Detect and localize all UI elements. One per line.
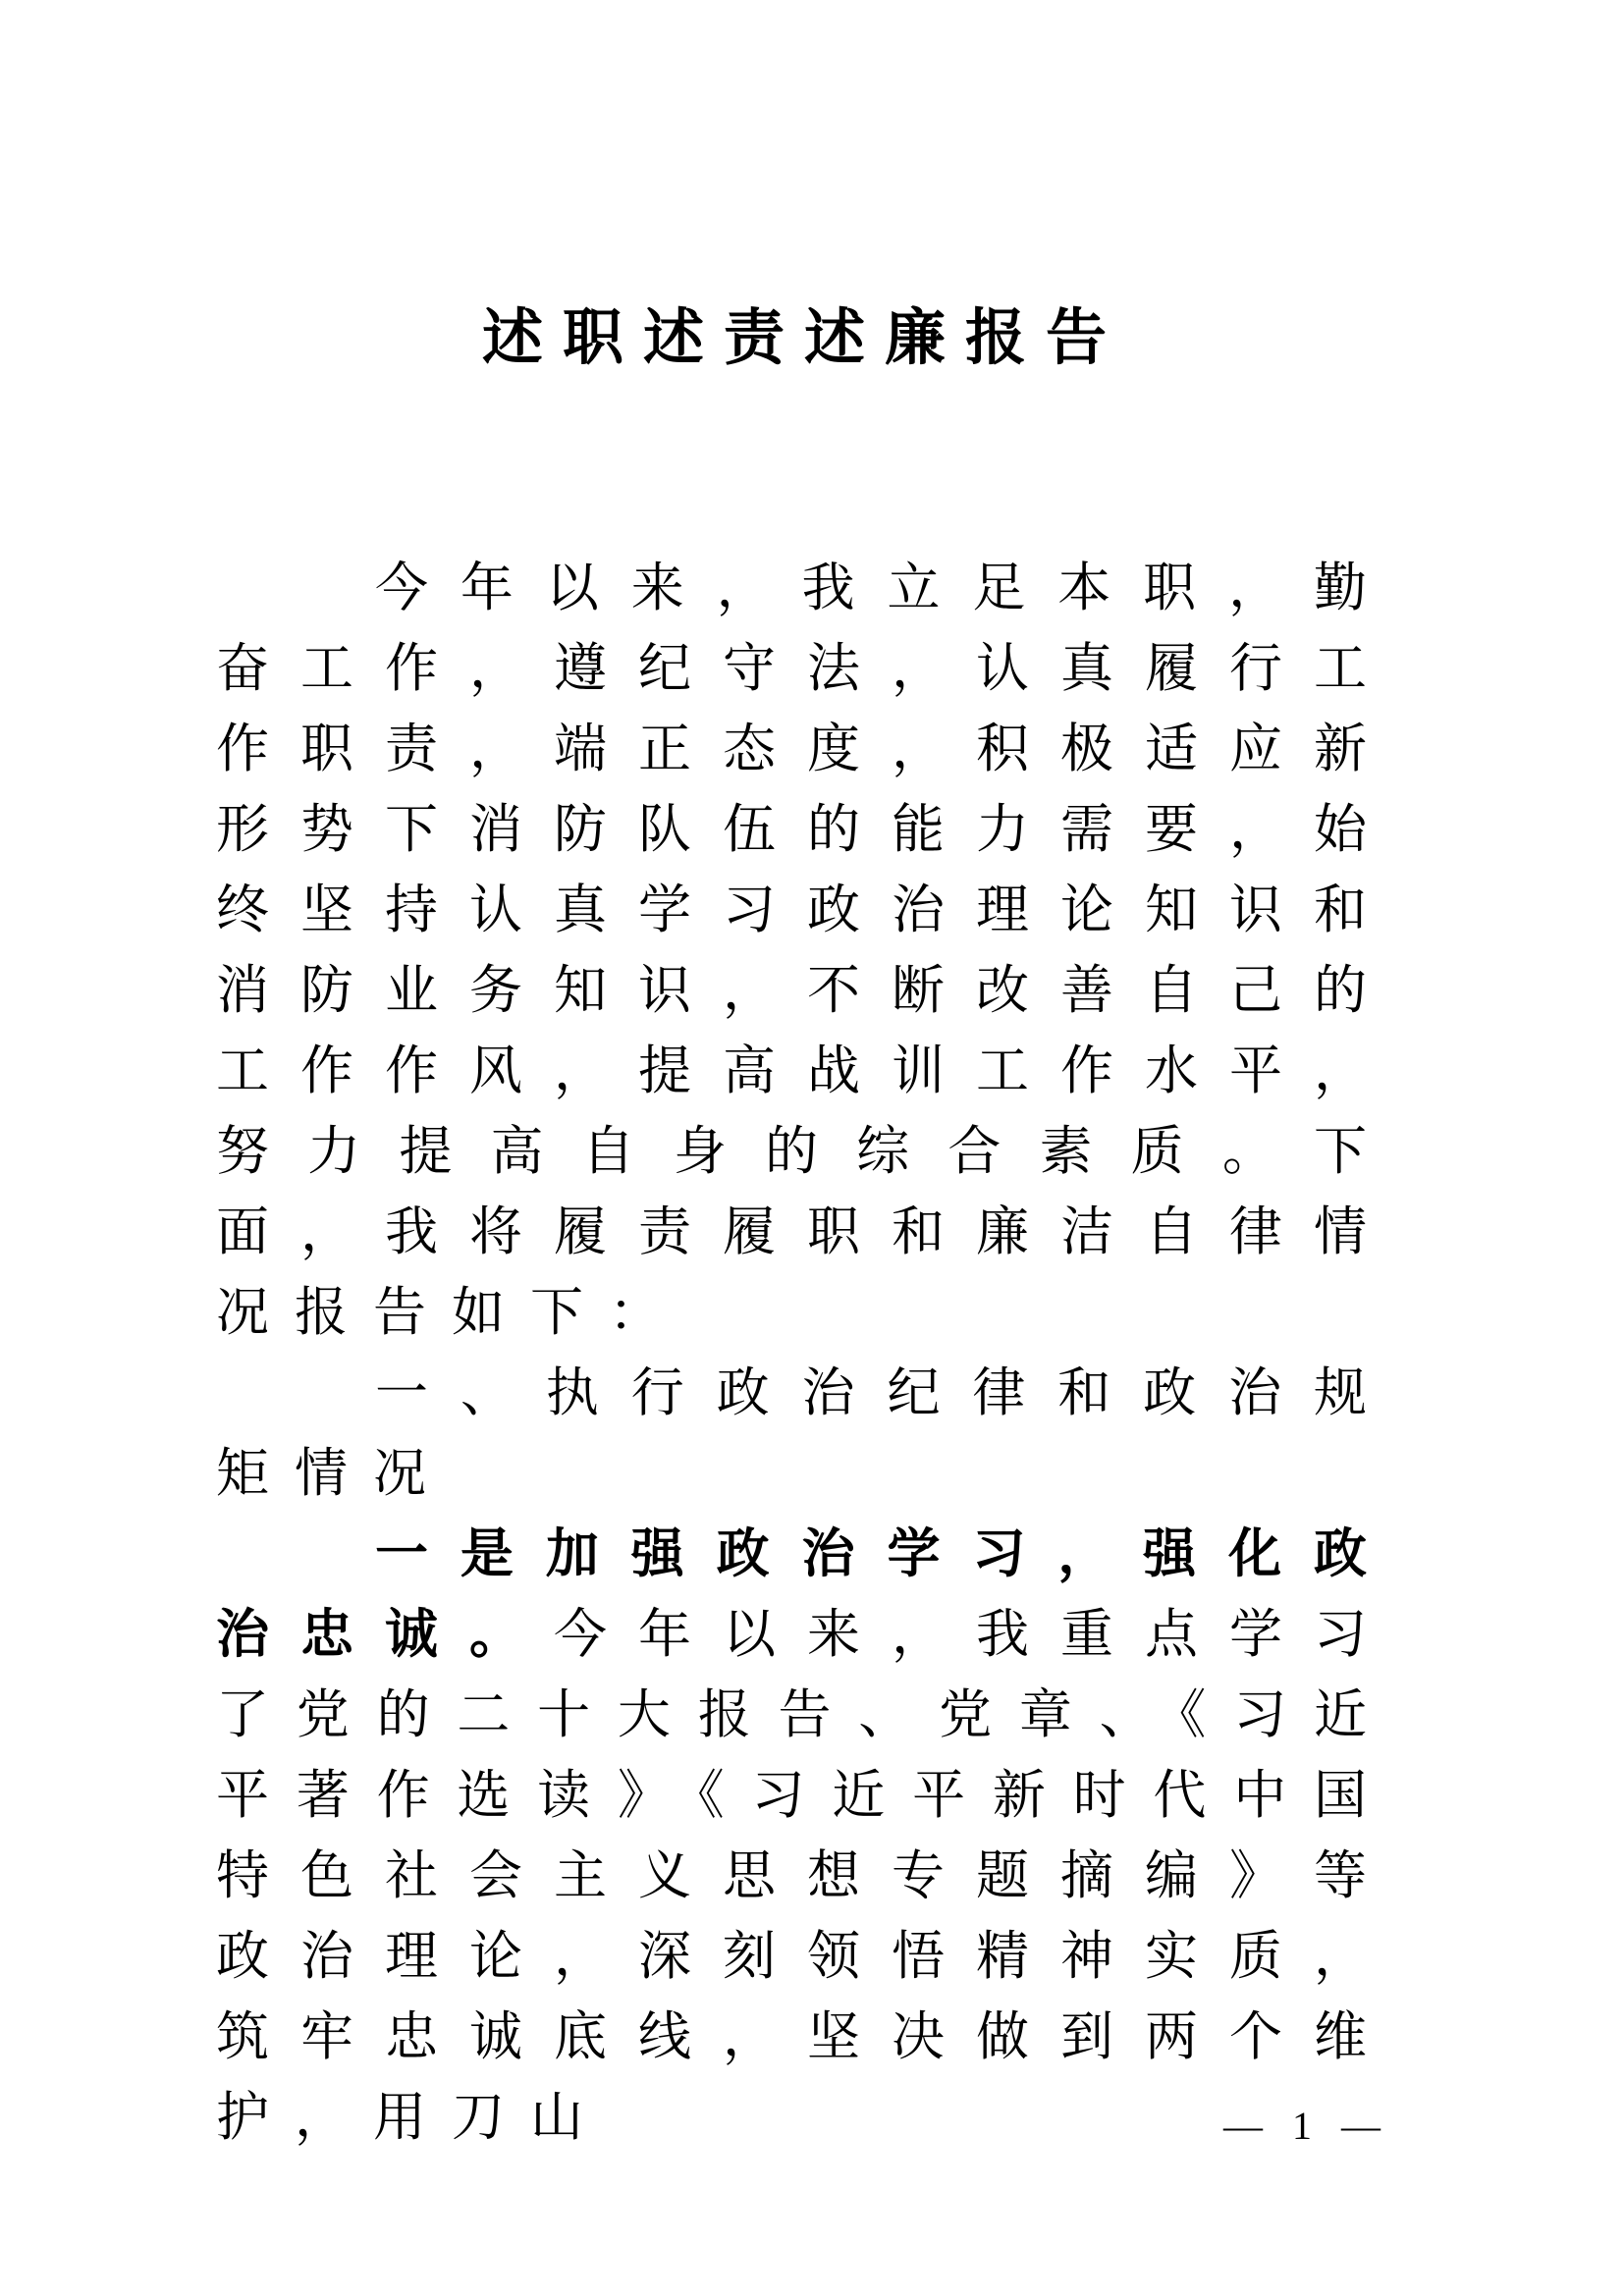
document-title: 述职述责述廉报告 (481, 305, 1126, 372)
paragraph-political-study (216, 1514, 1392, 2158)
page-number: — 1 — (1223, 2104, 1390, 2148)
paragraph-section-heading: 一、执行政治纪律和政治规矩情况 (216, 1363, 1392, 1503)
paragraph-intro: 今年以来，我立足本职，勤奋工作，遵纪守法，认真履行工作职责，端正态度，积极适应新形势下消防队伍的能力需要，始终坚持认真学习政治理论知识和消防业务知识，不断改善自己的工作作风，提高战训工作水平，努力提高自身的综合素质。下面，我将履责履职和廉洁自律情况报告如下： (216, 559, 1392, 1342)
paragraph-body-text: 今年以来，我重点学习了党的二十大报告、党章、《习近平著作选读》《习近平新时代中国特色社会主义思想专题摘编》等政治理论，深刻领悟精神实质，筑牢忠诚底线，坚决做到两个维护，用刀山 (216, 1605, 1392, 2147)
paragraph-lead-bold: 一是加强政治学习，强化政治忠诚。 (216, 1524, 1392, 1664)
